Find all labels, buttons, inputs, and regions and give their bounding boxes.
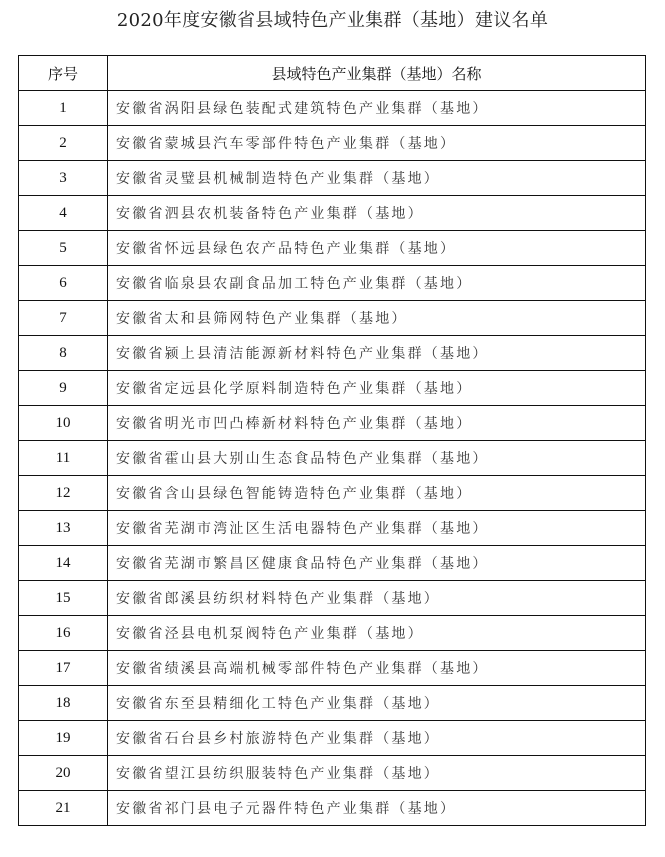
row-cluster-name: 安徽省临泉县农副食品加工特色产业集群（基地） [108, 266, 646, 301]
table-body [19, 91, 646, 826]
row-cluster-name: 安徽省怀远县绿色农产品特色产业集群（基地） [108, 231, 646, 266]
row-cluster-name: 安徽省明光市凹凸棒新材料特色产业集群（基地） [108, 406, 646, 441]
row-cluster-name: 安徽省望江县纺织服装特色产业集群（基地） [108, 756, 646, 791]
row-cluster-name: 安徽省绩溪县高端机械零部件特色产业集群（基地） [108, 651, 646, 686]
row-cluster-name: 安徽省东至县精细化工特色产业集群（基地） [108, 686, 646, 721]
row-cluster-name: 安徽省芜湖市湾沚区生活电器特色产业集群（基地） [108, 511, 646, 546]
row-serial-number: 20 [19, 756, 108, 791]
row-serial-number: 16 [19, 616, 108, 651]
table-row [19, 511, 646, 546]
table-row [19, 721, 646, 756]
row-serial-number: 1 [19, 91, 108, 126]
table-row [19, 686, 646, 721]
row-serial-number: 18 [19, 686, 108, 721]
table-row [19, 266, 646, 301]
table-row [19, 406, 646, 441]
table-row [19, 651, 646, 686]
table-row [19, 581, 646, 616]
header-cluster-name: 县域特色产业集群（基地）名称 [108, 56, 646, 91]
row-serial-number: 9 [19, 371, 108, 406]
table-row [19, 161, 646, 196]
row-serial-number: 7 [19, 301, 108, 336]
row-cluster-name: 安徽省颍上县清洁能源新材料特色产业集群（基地） [108, 336, 646, 371]
row-serial-number: 8 [19, 336, 108, 371]
row-serial-number: 2 [19, 126, 108, 161]
table-row [19, 231, 646, 266]
row-cluster-name: 安徽省郎溪县纺织材料特色产业集群（基地） [108, 581, 646, 616]
row-cluster-name: 安徽省涡阳县绿色装配式建筑特色产业集群（基地） [108, 91, 646, 126]
table-row [19, 301, 646, 336]
row-serial-number: 19 [19, 721, 108, 756]
row-cluster-name: 安徽省泾县电机泵阀特色产业集群（基地） [108, 616, 646, 651]
row-serial-number: 13 [19, 511, 108, 546]
document-title: 2020年度安徽省县域特色产业集群（基地）建议名单 [116, 10, 549, 31]
row-cluster-name: 安徽省含山县绿色智能铸造特色产业集群（基地） [108, 476, 646, 511]
table-row [19, 336, 646, 371]
row-cluster-name: 安徽省石台县乡村旅游特色产业集群（基地） [108, 721, 646, 756]
row-cluster-name: 安徽省泗县农机装备特色产业集群（基地） [108, 196, 646, 231]
table-header-row [19, 56, 646, 91]
row-serial-number: 12 [19, 476, 108, 511]
row-serial-number: 14 [19, 546, 108, 581]
table-row [19, 126, 646, 161]
row-serial-number: 21 [19, 791, 108, 826]
row-serial-number: 10 [19, 406, 108, 441]
row-serial-number: 15 [19, 581, 108, 616]
row-cluster-name: 安徽省祁门县电子元器件特色产业集群（基地） [108, 791, 646, 826]
table-row [19, 476, 646, 511]
table-row [19, 546, 646, 581]
table-row [19, 91, 646, 126]
table-row [19, 371, 646, 406]
table-row [19, 791, 646, 826]
row-cluster-name: 安徽省灵璧县机械制造特色产业集群（基地） [108, 161, 646, 196]
table-row [19, 441, 646, 476]
table-row [19, 196, 646, 231]
table-row [19, 616, 646, 651]
row-serial-number: 17 [19, 651, 108, 686]
row-cluster-name: 安徽省蒙城县汽车零部件特色产业集群（基地） [108, 126, 646, 161]
header-serial-number: 序号 [19, 56, 108, 91]
row-serial-number: 5 [19, 231, 108, 266]
row-serial-number: 6 [19, 266, 108, 301]
row-cluster-name: 安徽省芜湖市繁昌区健康食品特色产业集群（基地） [108, 546, 646, 581]
row-cluster-name: 安徽省太和县筛网特色产业集群（基地） [108, 301, 646, 336]
row-serial-number: 3 [19, 161, 108, 196]
row-serial-number: 4 [19, 196, 108, 231]
row-cluster-name: 安徽省定远县化学原料制造特色产业集群（基地） [108, 371, 646, 406]
cluster-list-table [18, 55, 646, 826]
row-cluster-name: 安徽省霍山县大别山生态食品特色产业集群（基地） [108, 441, 646, 476]
table-row [19, 756, 646, 791]
row-serial-number: 11 [19, 441, 108, 476]
